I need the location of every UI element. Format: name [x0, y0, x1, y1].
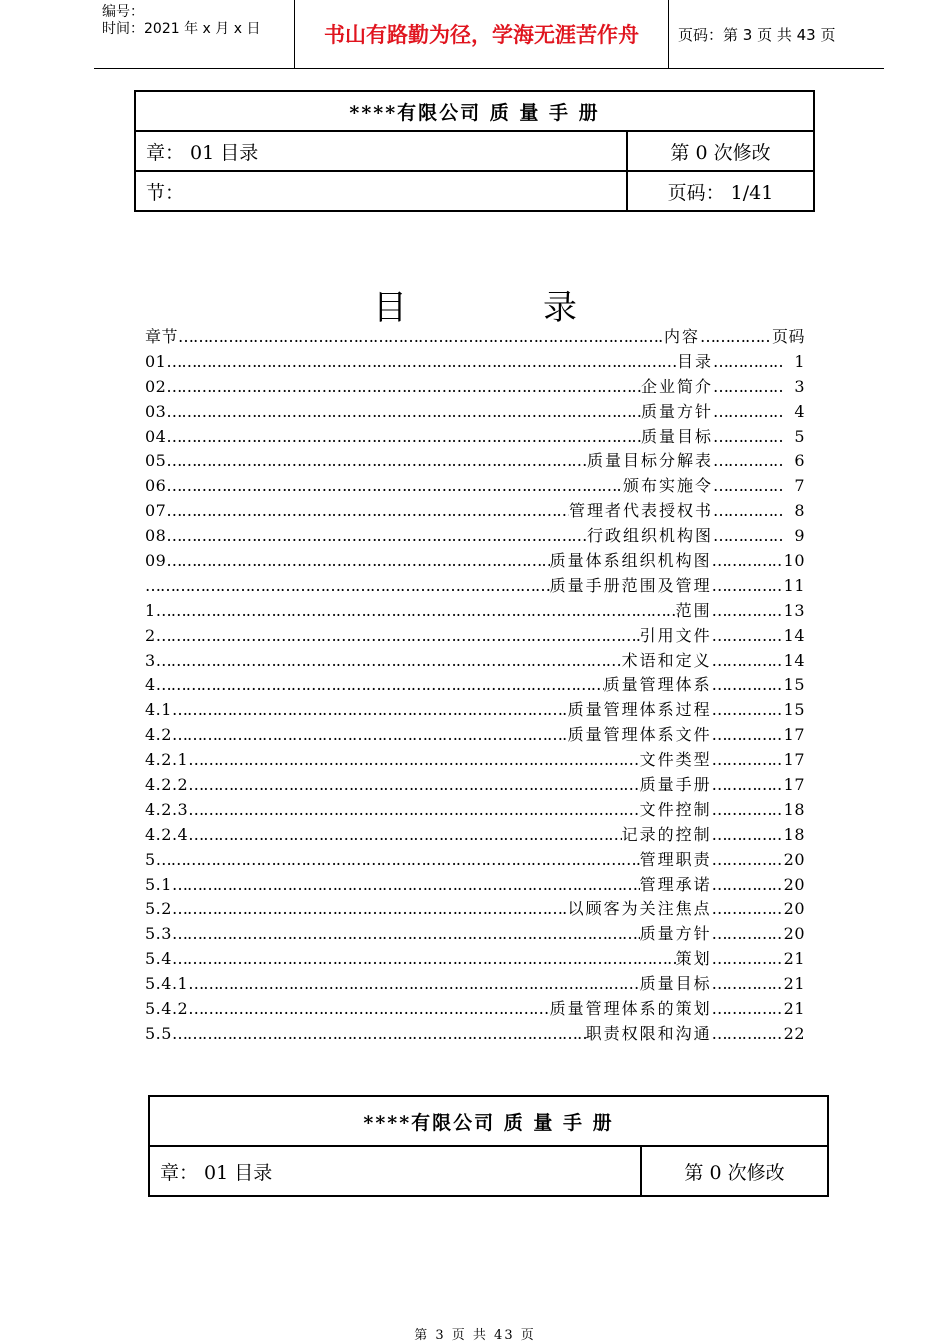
- toc-label: 管理承诺: [639, 874, 712, 894]
- toc-leader: [166, 425, 641, 450]
- toc-leader: [713, 425, 785, 450]
- toc-leader: [712, 599, 784, 624]
- toc-row: [145, 599, 805, 624]
- toc-leader: [713, 350, 785, 375]
- top-info-box: [134, 90, 815, 212]
- toc-leader: [713, 499, 785, 524]
- toc-label: 企业简介: [640, 376, 713, 396]
- toc-label: 质量目标: [640, 426, 713, 446]
- toc-row: [145, 350, 805, 375]
- toc-label: 以顾客为关注焦点: [567, 899, 712, 919]
- toc-leader: [172, 1022, 586, 1047]
- toc-leader: [712, 773, 784, 798]
- toc-label: 质量管理体系: [603, 675, 712, 695]
- toc-leader: [712, 798, 784, 823]
- box-revision: 第 0 次修改: [641, 1146, 828, 1196]
- toc-row: [145, 823, 805, 848]
- toc-leader: [166, 524, 587, 549]
- toc-row: [145, 524, 805, 549]
- box-title: ****有限公司 质 量 手 册: [149, 1096, 828, 1146]
- toc-leader: [166, 400, 641, 425]
- toc-label: 文件类型: [639, 750, 712, 770]
- toc-row: [145, 947, 805, 972]
- toc-leader: [172, 873, 640, 898]
- toc-page: 20: [783, 874, 805, 894]
- toc-num: 5.4.1: [145, 974, 189, 994]
- header-motto: 书山有路勤为径，学海无涯苦作舟: [294, 0, 669, 68]
- toc-label: 范围: [675, 600, 712, 620]
- toc-leader: [166, 499, 569, 524]
- toc-page: 20: [783, 899, 805, 919]
- toc-row: [145, 698, 805, 723]
- toc-row: [145, 873, 805, 898]
- toc-row: [145, 723, 805, 748]
- toc-leader: [156, 848, 640, 873]
- toc-page: 3: [794, 376, 805, 396]
- toc-leader: [713, 449, 785, 474]
- toc-leader: [712, 624, 784, 649]
- toc-leader: [700, 325, 772, 350]
- toc-page: 17: [783, 725, 805, 745]
- toc-header-row: [145, 325, 805, 350]
- toc-leader: [712, 549, 784, 574]
- toc-page: 7: [794, 476, 805, 496]
- toc-page: 22: [783, 1023, 805, 1043]
- box-revision: 第 0 次修改: [627, 131, 814, 171]
- toc-num: 07: [145, 501, 167, 521]
- toc-leader: [166, 449, 587, 474]
- toc-page: 6: [794, 451, 805, 471]
- toc-leader: [156, 624, 640, 649]
- toc-leader: [713, 400, 785, 425]
- toc-title-char-2: 录: [543, 288, 577, 328]
- box-title: ****有限公司 质 量 手 册: [135, 91, 814, 131]
- toc-page: 8: [794, 501, 805, 521]
- toc-label: 质量手册: [639, 775, 712, 795]
- toc-page: 14: [783, 625, 805, 645]
- toc-num: 01: [145, 351, 167, 371]
- toc-label: 行政组织机构图: [586, 526, 713, 546]
- toc-row: [145, 649, 805, 674]
- toc-leader: [712, 1022, 784, 1047]
- toc-label: 策划: [675, 949, 712, 969]
- toc-label: 颁布实施令: [622, 476, 713, 496]
- toc-leader: [188, 823, 621, 848]
- toc-row: [145, 897, 805, 922]
- toc-num: 4.2: [145, 725, 172, 745]
- toc-label: 质量管理体系过程: [567, 700, 712, 720]
- header-meta: [94, 0, 302, 68]
- toc-header-label: 内容: [663, 327, 700, 346]
- toc-title: [0, 280, 950, 329]
- toc-label: 质量目标: [639, 974, 712, 994]
- toc-label: 管理职责: [639, 849, 712, 869]
- toc-row: [145, 400, 805, 425]
- toc-label: 目录: [676, 351, 713, 371]
- toc-leader: [713, 474, 785, 499]
- toc-page: 14: [783, 650, 805, 670]
- toc-label: 引用文件: [639, 625, 712, 645]
- toc-page: 9: [794, 526, 805, 546]
- toc-num: 5.5: [145, 1023, 172, 1043]
- toc-num: 02: [145, 376, 167, 396]
- toc-num: 5.2: [145, 899, 172, 919]
- toc-leader: [712, 972, 784, 997]
- toc-num: 4: [145, 675, 156, 695]
- box-page: 页码： 1/41: [627, 171, 814, 211]
- toc-num: 04: [145, 426, 167, 446]
- toc-leader: [188, 748, 639, 773]
- toc-leader: [166, 549, 549, 574]
- toc-page: 17: [783, 750, 805, 770]
- toc-num: 03: [145, 401, 167, 421]
- toc-leader: [713, 524, 785, 549]
- box-chapter: 章： 01 目录: [149, 1146, 641, 1196]
- toc-leader: [712, 649, 784, 674]
- toc-page: 4: [794, 401, 805, 421]
- toc-label: 文件控制: [639, 799, 712, 819]
- toc-leader: [188, 773, 639, 798]
- toc-leader: [712, 848, 784, 873]
- header-date: 时间：2021 年 x 月 x 日: [102, 21, 261, 37]
- toc-page: 11: [783, 575, 805, 595]
- toc-row: [145, 574, 805, 599]
- toc-row: [145, 624, 805, 649]
- toc-leader: [712, 574, 784, 599]
- header-number: 编号：: [102, 4, 144, 20]
- toc-row: [145, 773, 805, 798]
- toc-leader: [188, 798, 639, 823]
- toc-leader: [156, 673, 604, 698]
- toc-page: 15: [783, 700, 805, 720]
- toc-num: 5.4.2: [145, 999, 189, 1019]
- page-footer: 第 3 页 共 43 页: [414, 1328, 536, 1343]
- toc-page: 20: [783, 924, 805, 944]
- toc-leader: [172, 723, 568, 748]
- toc-num: 06: [145, 476, 167, 496]
- toc-leader: [712, 873, 784, 898]
- toc-leader: [166, 474, 623, 499]
- toc-num: 2: [145, 625, 156, 645]
- toc-page: 17: [783, 775, 805, 795]
- toc-leader: [178, 325, 664, 350]
- toc-row: [145, 997, 805, 1022]
- toc-leader: [172, 698, 568, 723]
- toc-leader: [712, 748, 784, 773]
- toc-row: [145, 449, 805, 474]
- toc-row: [145, 922, 805, 947]
- toc-num: 5.3: [145, 924, 172, 944]
- toc-leader: [166, 375, 641, 400]
- bottom-info-box: [148, 1095, 829, 1197]
- toc-leader: [172, 897, 568, 922]
- toc-leader: [712, 997, 784, 1022]
- toc-num: 09: [145, 551, 167, 571]
- toc-num: 5.1: [145, 874, 172, 894]
- toc-num: 05: [145, 451, 167, 471]
- toc-row: [145, 1022, 805, 1047]
- toc-page: 10: [783, 551, 805, 571]
- toc-page: 21: [783, 999, 805, 1019]
- toc-title-char-1: 目: [373, 288, 407, 328]
- toc-num: 4.1: [145, 700, 172, 720]
- toc-page: 18: [783, 799, 805, 819]
- toc-num: 4.2.1: [145, 750, 189, 770]
- toc-leader: [172, 922, 640, 947]
- toc-row: [145, 798, 805, 823]
- toc-num: 4.2.4: [145, 824, 189, 844]
- toc-row: [145, 549, 805, 574]
- page-header: [94, 0, 884, 69]
- toc-page: 15: [783, 675, 805, 695]
- toc-leader: [172, 947, 676, 972]
- toc-label: 质量管理体系的策划: [549, 999, 712, 1019]
- toc-leader: [712, 897, 784, 922]
- toc-page: 5: [794, 426, 805, 446]
- toc-leader: [188, 997, 549, 1022]
- toc-row: [145, 972, 805, 997]
- toc-row: [145, 499, 805, 524]
- toc-num: 5.4: [145, 949, 172, 969]
- toc-label: 质量方针: [639, 924, 712, 944]
- toc-num: 08: [145, 526, 167, 546]
- toc-label: 质量目标分解表: [586, 451, 713, 471]
- toc-num: 4.2.3: [145, 799, 189, 819]
- toc-leader: [712, 698, 784, 723]
- toc-label: 术语和定义: [621, 650, 712, 670]
- toc-page: 13: [783, 600, 805, 620]
- toc-label: 职责权限和沟通: [585, 1023, 712, 1043]
- toc-leader: [188, 972, 639, 997]
- toc-leader: [712, 723, 784, 748]
- toc-header-num: 章节: [145, 327, 179, 346]
- header-page: 页码：第 3 页 共 43 页: [678, 25, 836, 44]
- toc-header-pg: 页码: [771, 327, 805, 346]
- toc-leader: [713, 375, 785, 400]
- toc-num: 4.2.2: [145, 775, 189, 795]
- toc-leader: [712, 673, 784, 698]
- toc-leader: [166, 350, 677, 375]
- toc-row: [145, 848, 805, 873]
- toc-page: 18: [783, 824, 805, 844]
- toc-label: 质量手册范围及管理: [549, 575, 712, 595]
- toc-row: [145, 673, 805, 698]
- toc-leader: [156, 599, 676, 624]
- toc-label: 管理者代表授权书: [568, 501, 713, 521]
- toc-leader: [712, 823, 784, 848]
- toc-page: 20: [783, 849, 805, 869]
- toc-row: [145, 474, 805, 499]
- toc-leader: [712, 922, 784, 947]
- toc-page: 1: [794, 351, 805, 371]
- toc-page: 21: [783, 949, 805, 969]
- toc-list: [145, 325, 805, 1047]
- toc-label: 质量管理体系文件: [567, 725, 712, 745]
- toc-num: 1: [145, 600, 156, 620]
- toc-num: 5: [145, 849, 156, 869]
- toc-label: 记录的控制: [621, 824, 712, 844]
- toc-row: [145, 425, 805, 450]
- box-section: 节：: [135, 171, 627, 211]
- toc-row: [145, 375, 805, 400]
- toc-leader: [145, 574, 550, 599]
- box-chapter: 章： 01 目录: [135, 131, 627, 171]
- toc-leader: [712, 947, 784, 972]
- toc-label: 质量体系组织机构图: [549, 551, 712, 571]
- toc-row: [145, 748, 805, 773]
- toc-label: 质量方针: [640, 401, 713, 421]
- toc-num: 3: [145, 650, 156, 670]
- toc-leader: [156, 649, 622, 674]
- toc-page: 21: [783, 974, 805, 994]
